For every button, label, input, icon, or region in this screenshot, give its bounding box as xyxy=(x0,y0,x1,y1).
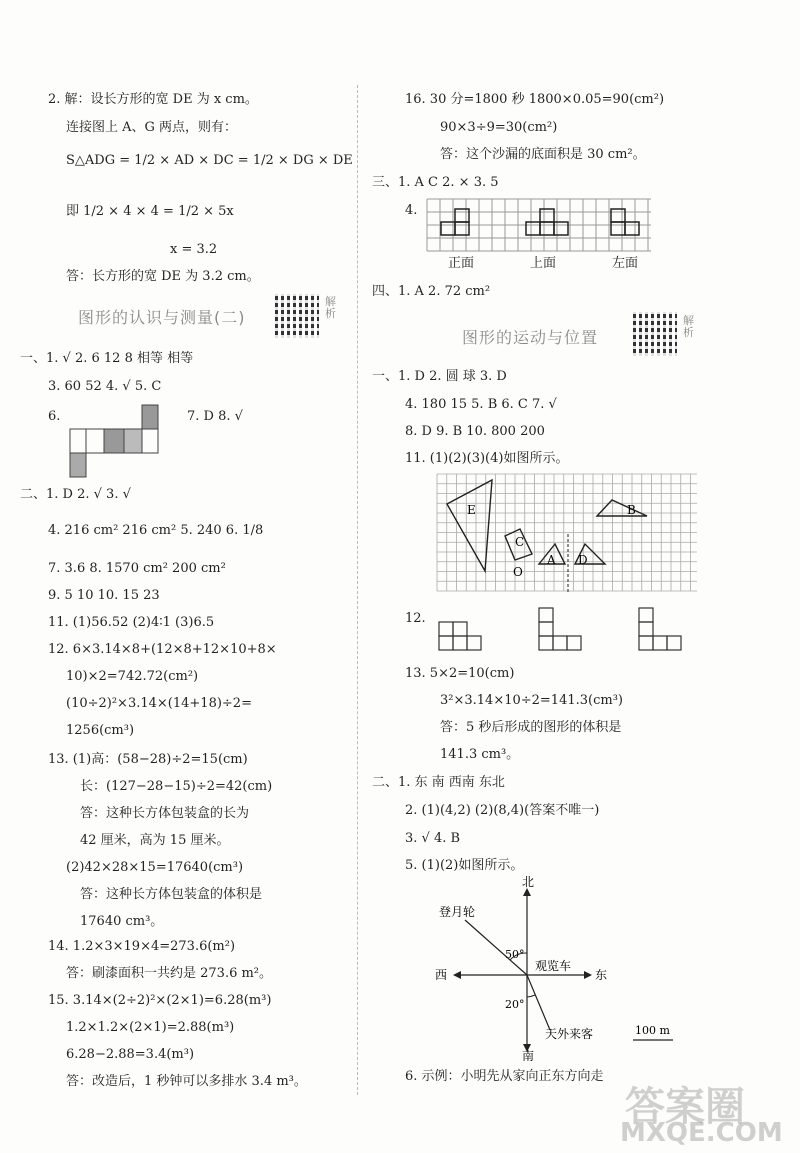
grid-letter-d: D xyxy=(578,553,588,567)
grid-letter-b: B xyxy=(627,503,636,517)
answer-line: 长：(127−28−15)÷2=42(cm) xyxy=(80,779,273,794)
answer-line: 15. 3.14×(2÷2)²×(2×1)=6.28(m³) xyxy=(48,993,272,1008)
answer-line: 90×3÷9=30(cm²) xyxy=(440,120,558,135)
answer-line: 7. D 8. √ xyxy=(187,409,243,424)
answer-line: 4. 180 15 5. B 6. C 7. √ xyxy=(405,397,557,412)
angle-50: 50° xyxy=(505,948,525,961)
angle-20: 20° xyxy=(505,998,525,1011)
answer-line: 一、1. √ 2. 6 12 8 相等 相等 xyxy=(20,351,194,366)
answer-line: 三、1. A C 2. × 3. 5 xyxy=(372,175,499,190)
answer-line: 5. (1)(2)如图所示。 xyxy=(405,858,524,873)
answer-line: 13. 5×2=10(cm) xyxy=(405,666,515,681)
watermark-url: MXQE.COM xyxy=(620,1118,783,1148)
answer-line: 1.2×1.2×(2×1)=2.88(m³) xyxy=(66,1020,235,1035)
answer-line: 四、1. A 2. 72 cm² xyxy=(372,284,491,299)
three-views-grid xyxy=(425,197,665,257)
answer-line: 答：5 秒后形成的图形的体积是 xyxy=(440,720,622,735)
answer-line: 2. (1)(4,2) (2)(8,4)(答案不唯一) xyxy=(405,803,600,818)
answer-line: 141.3 cm³。 xyxy=(440,747,520,762)
answer-line: 二、1. D 2. √ 3. √ xyxy=(20,487,131,502)
answer-line: 8. D 9. B 10. 800 200 xyxy=(405,424,545,439)
compass-south: 南 xyxy=(522,1049,535,1063)
scale-label: 100 m xyxy=(635,1024,670,1037)
text-line: 答：长方形的宽 DE 为 3.2 cm。 xyxy=(66,269,260,284)
answer-line: 答：刷漆面积一共约是 273.6 m²。 xyxy=(66,966,273,981)
label-guest: 天外来客 xyxy=(545,1027,594,1041)
cube-views-figure xyxy=(437,608,697,658)
cube-net-figure xyxy=(70,403,170,483)
label-wheel: 观览车 xyxy=(535,959,572,973)
grid-letter-o: O xyxy=(513,565,523,579)
answer-line: 4. 216 cm² 216 cm² 5. 240 6. 1/8 xyxy=(48,523,264,538)
column-divider xyxy=(357,85,358,1095)
answer-line: 6. xyxy=(48,409,61,424)
text-line: 2. 解：设长方形的宽 DE 为 x cm。 xyxy=(48,92,258,107)
answer-line: 42 厘米，高为 15 厘米。 xyxy=(80,833,230,848)
qr-code[interactable] xyxy=(633,312,677,356)
answer-line: 答：这种长方体包装盒的体积是 xyxy=(80,887,263,902)
answer-line: 3²×3.14×10÷2=141.3(cm³) xyxy=(440,693,623,708)
answer-line: 6. 示例：小明先从家向正东方向走 xyxy=(405,1069,604,1084)
text-line: 连接图上 A、G 两点，则有： xyxy=(66,120,238,135)
answer-line: 答：这种长方体包装盒的长为 xyxy=(80,806,250,821)
label-ferris: 登月轮 xyxy=(439,905,476,919)
answer-line: 二、1. 东 南 西南 东北 xyxy=(372,775,505,790)
answer-line: 17640 cm³。 xyxy=(80,914,164,929)
answer-line: 答：改造后，1 秒钟可以多排水 3.4 m³。 xyxy=(66,1074,307,1089)
grid-letter-a: A xyxy=(547,553,556,567)
view-label-front: 正面 xyxy=(448,256,475,271)
answer-line: 12. 6×3.14×8+(12×8+12×10+8× xyxy=(48,642,277,657)
answer-line: 3. 60 52 4. √ 5. C xyxy=(48,379,162,394)
answer-line: (2)42×28×15=17640(cm³) xyxy=(66,860,244,875)
section-title: 图形的运动与位置 xyxy=(462,328,599,347)
compass-north: 北 xyxy=(522,875,535,889)
answer-line: 14. 1.2×3×19×4=273.6(m²) xyxy=(48,939,236,954)
answer-line: 11. (1)56.52 (2)4∶1 (3)6.5 xyxy=(48,615,215,630)
compass-east: 东 xyxy=(595,968,608,982)
answer-line: 1256(cm³) xyxy=(66,723,135,738)
formula-line: x = 3.2 xyxy=(170,242,218,257)
section-title: 图形的认识与测量(二) xyxy=(78,308,246,327)
grid-letter-c: C xyxy=(515,535,525,549)
answer-line: 7. 3.6 8. 1570 cm² 200 cm² xyxy=(48,561,226,576)
answer-line: (10÷2)²×3.14×(14+18)÷2= xyxy=(66,696,252,711)
answer-line: 6.28−2.88=3.4(m³) xyxy=(66,1047,195,1062)
qr-label: 解析 xyxy=(325,295,336,320)
compass-diagram xyxy=(425,875,695,1063)
answer-line: 11. (1)(2)(3)(4)如图所示。 xyxy=(405,451,569,466)
answer-line: 9. 5 10 10. 15 23 xyxy=(48,588,160,603)
view-label-top: 上面 xyxy=(530,256,557,271)
answer-line: 10)×2=742.72(cm²) xyxy=(66,669,199,684)
view-label-left: 左面 xyxy=(612,256,639,271)
answer-line: 一、1. D 2. 圆 球 3. D xyxy=(372,369,507,384)
formula-line: 即 1/2 × 4 × 4 = 1/2 × 5x xyxy=(66,204,234,219)
grid-letter-e: E xyxy=(467,503,476,517)
qr-code[interactable] xyxy=(275,294,319,338)
transformation-grid xyxy=(437,474,697,594)
answer-line: 答：这个沙漏的底面积是 30 cm²。 xyxy=(440,147,646,162)
watermark-logo: 答案圈 xyxy=(625,1084,745,1130)
answer-line: 12. xyxy=(405,611,426,626)
formula-line: S△ADG = 1/2 × AD × DC = 1/2 × DG × DE xyxy=(66,153,353,168)
answer-line: 4. xyxy=(405,203,418,218)
qr-label: 解析 xyxy=(683,314,694,339)
compass-west: 西 xyxy=(435,968,448,982)
answer-line: 13. (1)高：(58−28)÷2=15(cm) xyxy=(48,752,248,767)
answer-line: 3. √ 4. B xyxy=(405,831,461,846)
answer-line: 16. 30 分=1800 秒 1800×0.05=90(cm²) xyxy=(405,92,665,107)
